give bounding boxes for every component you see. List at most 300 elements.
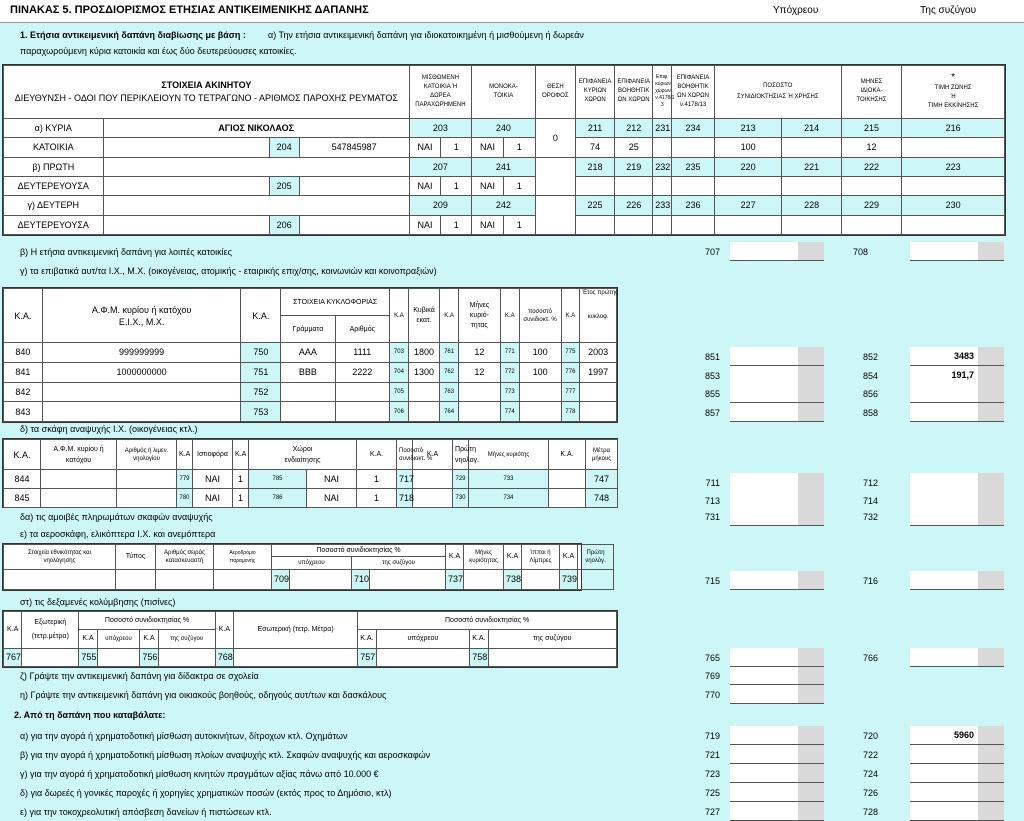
property-cell[interactable] [4, 118, 104, 137]
property-cell[interactable] [841, 176, 901, 195]
property-cell[interactable] [269, 176, 299, 195]
car-cell-num[interactable] [335, 362, 389, 382]
car-cell-ka2[interactable] [241, 382, 281, 402]
property-cell[interactable] [615, 118, 653, 137]
boat-cell[interactable] [469, 489, 549, 508]
line-e-text: ε) τα αεροσκάφη, ελικόπτερα Ι.Χ. και ανεμόπτερα [20, 529, 216, 539]
field-pool[interactable] [730, 648, 824, 667]
property-cell[interactable] [575, 215, 614, 234]
car-cell-mon[interactable] [459, 343, 501, 363]
cell-text: 738 [506, 574, 522, 585]
property-cell[interactable] [902, 138, 1005, 157]
car-cell-afm[interactable] [42, 362, 241, 382]
property-address[interactable]: ΑΓΙΟΣ ΝΙΚΟΛΑΟΣ [218, 123, 295, 134]
property-cell[interactable] [902, 215, 1005, 234]
field-boat-0-spouse[interactable] [910, 473, 1004, 492]
boat-cell[interactable] [453, 470, 469, 489]
field-sec2-1[interactable] [730, 745, 824, 764]
boat-cell[interactable] [453, 489, 469, 508]
boat-cell[interactable] [586, 470, 618, 489]
cell-text: ΝΑΙ [417, 181, 433, 192]
code-da: 731 [704, 512, 720, 522]
property-cell[interactable] [103, 176, 269, 195]
property-cell[interactable] [782, 196, 841, 215]
field-sec2-4[interactable] [730, 802, 824, 821]
field-da[interactable] [730, 507, 824, 526]
car-cell-ka4[interactable] [440, 382, 459, 402]
cell-text: Εσωτερική (τετρ. Μέτρα) [257, 626, 334, 634]
aircraft-pct-s-field[interactable] [370, 569, 446, 589]
car-cell-year[interactable] [580, 362, 617, 382]
field-car-3-spouse[interactable] [910, 403, 1004, 422]
property-cell[interactable] [409, 176, 441, 195]
cell-text: της συζύγου [382, 559, 415, 566]
cell-text: (τετρ.μέτρα) [31, 632, 69, 640]
property-cell[interactable] [714, 66, 841, 119]
property-cell[interactable] [615, 138, 653, 157]
car-cell-ka5[interactable] [500, 343, 519, 363]
car-cell-ka5[interactable] [500, 362, 519, 382]
boat-cell[interactable] [193, 489, 233, 508]
electricity-meter[interactable]: 547845987 [331, 142, 377, 153]
car-cell-ka6[interactable] [561, 382, 580, 402]
cell-text: 755 [81, 652, 97, 663]
boat-cell[interactable] [41, 489, 117, 508]
cell-text: Κ.Α [444, 312, 454, 319]
cell-text: 234 [685, 123, 701, 134]
cell-text: 730 [455, 495, 466, 501]
cell-text: συνιδιοκτ. % [399, 455, 433, 462]
cell-text: Α.Φ.Μ. κυρίου ή [53, 445, 104, 453]
property-cell[interactable] [782, 157, 841, 176]
property-cell[interactable] [269, 138, 299, 157]
cell-text: 1 [237, 474, 243, 484]
property-cell[interactable] [902, 176, 1005, 195]
property-cell[interactable] [472, 176, 504, 195]
boat-cell[interactable] [249, 489, 307, 508]
property-cell[interactable] [409, 138, 441, 157]
pool-header-pct [79, 612, 215, 630]
property-cell[interactable] [4, 138, 104, 157]
boat-cell[interactable] [233, 470, 249, 489]
property-cell[interactable] [103, 138, 269, 157]
property-cell[interactable] [615, 215, 653, 234]
car-cell-ka4[interactable] [440, 343, 459, 363]
aircraft-months-field[interactable] [464, 569, 504, 589]
property-cell[interactable] [441, 176, 472, 195]
property-cell[interactable] [4, 215, 104, 234]
cell-text: 242 [495, 200, 511, 211]
cell-text: ΜΙΣΘΩΜΕΝΗ [421, 74, 460, 81]
aircraft-type-field[interactable] [116, 569, 156, 589]
pool-int-field[interactable] [234, 648, 358, 666]
property-cell[interactable] [503, 138, 535, 157]
car-cell-ka[interactable] [4, 402, 43, 422]
aircraft-serial-field[interactable] [156, 569, 214, 589]
car-cell-afm[interactable] [42, 343, 241, 363]
code-boat-1: 713 [704, 496, 720, 506]
boat-cell[interactable] [233, 489, 249, 508]
field-sec2-0[interactable] [730, 726, 824, 745]
property-cell[interactable] [103, 215, 269, 234]
boat-cell[interactable] [307, 489, 357, 508]
property-cell[interactable] [782, 176, 841, 195]
cell-text: ΤΙΜΗ ΖΩΝΗΣ [934, 84, 972, 91]
property-cell[interactable] [841, 215, 901, 234]
cell-text: ΒΟΗΘΗΤΙΚ [677, 83, 709, 90]
property-cell[interactable] [841, 66, 901, 119]
property-cell[interactable] [409, 66, 471, 119]
car-cell-year[interactable] [580, 343, 617, 363]
car-cell-mon[interactable] [459, 362, 501, 382]
property-cell[interactable] [615, 66, 653, 119]
property-cell[interactable] [103, 118, 409, 137]
pool-s2-field[interactable] [488, 648, 616, 666]
field-car-3[interactable] [730, 403, 824, 422]
code-710 [352, 569, 370, 589]
cell-text: κατόχου [65, 456, 92, 464]
boat-cell[interactable] [549, 489, 586, 508]
field-770[interactable] [730, 685, 824, 704]
cell-text: κύριων [655, 81, 671, 88]
property-cell[interactable] [472, 196, 536, 215]
property-cell[interactable] [503, 176, 535, 195]
code-sec2-4: 727 [704, 807, 720, 817]
car-cell-num[interactable] [335, 343, 389, 363]
cell-text: Ή [950, 93, 956, 100]
car-cell-num[interactable] [335, 402, 389, 422]
property-cell[interactable] [299, 138, 409, 157]
property-cell[interactable] [672, 157, 714, 176]
cell-text: νηολόγησης [43, 557, 76, 564]
cell-text: της συζύγου [533, 635, 572, 643]
cell-text: ΚΑΤΟΙΚΙΑ [32, 142, 74, 153]
property-cell[interactable] [441, 215, 472, 234]
property-cell[interactable] [409, 196, 471, 215]
car-cell-ka2[interactable] [241, 343, 281, 363]
property-cell[interactable] [299, 176, 409, 195]
cell-text: ΕΠΙΦΑΝΕΙΑ [676, 74, 710, 81]
cell-text: 1 [237, 493, 243, 503]
pool-ext-field[interactable] [22, 648, 79, 666]
cell-text: 241 [495, 161, 511, 172]
aircraft-first-field[interactable] [578, 569, 614, 589]
code-756 [140, 648, 158, 666]
property-cell[interactable] [841, 138, 901, 157]
property-cell[interactable] [672, 118, 714, 137]
field-708[interactable] [910, 242, 1004, 261]
car-cell-num[interactable] [335, 382, 389, 402]
boat-cell[interactable] [413, 470, 453, 489]
boat-cell[interactable] [193, 470, 233, 489]
property-cell[interactable] [672, 138, 714, 157]
property-cell[interactable] [615, 157, 653, 176]
aircraft-header-ka [446, 545, 464, 570]
property-cell[interactable] [409, 157, 471, 176]
cell-text: 753 [253, 406, 269, 417]
property-cell[interactable] [575, 176, 614, 195]
cell-text: ΝΑΙ [480, 181, 496, 192]
field-sec2-2[interactable] [730, 764, 824, 783]
field-sec2-2-spouse[interactable] [910, 764, 1004, 783]
property-cell[interactable] [672, 196, 714, 215]
boat-cell[interactable] [357, 489, 397, 508]
car-cell-ka2[interactable] [241, 402, 281, 422]
property-cell[interactable] [653, 66, 675, 119]
boat-cell[interactable] [397, 489, 413, 508]
property-cell[interactable] [714, 176, 782, 195]
car-cell-letters[interactable] [281, 343, 335, 363]
property-cell[interactable] [615, 176, 653, 195]
property-cell[interactable] [4, 66, 410, 119]
boat-cell[interactable] [117, 470, 177, 489]
property-cell[interactable] [503, 215, 535, 234]
field-769[interactable] [730, 666, 824, 685]
property-cell[interactable] [653, 215, 672, 234]
field-air[interactable] [730, 571, 824, 590]
cell-text: Ποσοστό συνιδιοκτησίας % [445, 617, 530, 625]
car-cell-ka[interactable] [4, 343, 43, 363]
property-cell[interactable] [714, 196, 782, 215]
cell-text: 758 [472, 652, 488, 663]
boat-cell[interactable] [586, 489, 618, 508]
cell-text: νηολογ. [455, 456, 479, 464]
car-cell-year[interactable] [580, 382, 617, 402]
boat-cell[interactable] [177, 470, 193, 489]
car-cell-ka4[interactable] [440, 402, 459, 422]
car-cell-pct[interactable] [519, 402, 561, 422]
aircraft-header-hp [522, 545, 560, 570]
car-cell-mon[interactable] [459, 382, 501, 402]
car-cell-ka6[interactable] [561, 402, 580, 422]
car-cell-ka5[interactable] [500, 382, 519, 402]
code-708: 708 [852, 247, 868, 257]
car-cell-cc[interactable] [408, 362, 439, 382]
property-cell[interactable] [409, 118, 471, 137]
property-cell[interactable] [902, 196, 1005, 215]
car-cell-letters[interactable] [281, 402, 335, 422]
field-car-2[interactable] [730, 384, 824, 403]
cell-text: 729 [455, 476, 466, 482]
property-cell[interactable] [653, 176, 672, 195]
aircraft-airport-field[interactable] [214, 569, 272, 589]
property-cell[interactable] [535, 157, 575, 196]
property-cell[interactable] [575, 138, 614, 157]
boat-cell[interactable] [4, 470, 41, 489]
field-sec2-3-spouse[interactable] [910, 783, 1004, 802]
property-cell[interactable] [535, 118, 575, 157]
aircraft-pct-u-field[interactable] [290, 569, 352, 589]
property-cell[interactable] [575, 157, 614, 176]
property-cell[interactable] [714, 215, 782, 234]
field-car-0-spouse[interactable]: 3483 [910, 347, 1004, 366]
field-car-0[interactable] [730, 347, 824, 366]
property-cell[interactable] [103, 196, 409, 215]
pool-s-field[interactable] [158, 648, 215, 666]
pool-header-ka5 [358, 630, 376, 648]
aircraft-hp-field[interactable] [522, 569, 560, 589]
car-cell-ka3[interactable] [389, 402, 408, 422]
boat-cell[interactable] [397, 470, 413, 489]
boat-cell[interactable] [357, 470, 397, 489]
pool-u-field[interactable] [97, 648, 140, 666]
cell-text: Κ.Α. [560, 451, 574, 458]
field-sec2-3[interactable] [730, 783, 824, 802]
property-cell[interactable] [653, 118, 672, 137]
cell-text: 845 [14, 493, 30, 503]
pool-u2-field[interactable] [376, 648, 470, 666]
cell-text: Ιστιοφόρα [197, 451, 228, 458]
property-cell[interactable] [575, 66, 614, 119]
field-car-1[interactable] [730, 366, 824, 385]
property-cell[interactable] [575, 196, 614, 215]
field-air-spouse[interactable] [910, 571, 1004, 590]
car-cell-ka3[interactable] [389, 382, 408, 402]
field-boat-0[interactable] [730, 473, 824, 492]
boat-cell[interactable] [4, 489, 41, 508]
property-cell[interactable] [4, 157, 104, 176]
cell-text: ν.4178/1 [655, 95, 675, 102]
field-707[interactable] [730, 242, 824, 261]
car-cell-ka4[interactable] [440, 362, 459, 382]
boats-header-cell [469, 440, 549, 470]
car-cell-afm[interactable] [42, 402, 241, 422]
property-cell[interactable] [714, 118, 782, 137]
code-air-spouse: 716 [862, 576, 878, 586]
car-cell-pct[interactable] [519, 343, 561, 363]
cell-text: Μήνες [469, 301, 490, 309]
boat-cell[interactable] [549, 470, 586, 489]
car-cell-year[interactable] [580, 402, 617, 422]
property-cell[interactable] [714, 138, 782, 157]
field-car-1-spouse[interactable]: 191,7 [910, 366, 1004, 385]
car-cell-cc[interactable] [408, 382, 439, 402]
property-cell[interactable] [841, 157, 901, 176]
car-cell-pct[interactable] [519, 382, 561, 402]
boat-cell[interactable] [413, 489, 453, 508]
cell-text: 750 [253, 347, 269, 358]
property-cell[interactable] [714, 157, 782, 176]
cars-header-cell [4, 289, 43, 343]
field-car-2-spouse[interactable] [910, 384, 1004, 403]
property-cell[interactable] [841, 118, 901, 137]
boat-cell[interactable] [249, 470, 307, 489]
cell-text: Κ.Α. [360, 635, 374, 643]
aircraft-reg-field[interactable] [4, 569, 116, 589]
car-cell-pct[interactable] [519, 362, 561, 382]
property-cell[interactable] [672, 176, 714, 195]
car-cell-cc[interactable] [408, 402, 439, 422]
car-cell-ka6[interactable] [561, 362, 580, 382]
cell-text: 236 [685, 200, 701, 211]
property-cell[interactable] [299, 215, 409, 234]
property-cell[interactable] [782, 118, 841, 137]
car-cell-ka3[interactable] [389, 343, 408, 363]
property-cell[interactable] [103, 157, 409, 176]
aircraft-header-type [116, 545, 156, 570]
field-sec2-4-spouse[interactable] [910, 802, 1004, 821]
cell-text: ΣΥΝΙΔΙΟΚΤΗΣΙΑΣ Ή ΧΡΗΣΗΣ [736, 93, 819, 100]
property-cell[interactable] [575, 118, 614, 137]
car-cell-ka[interactable] [4, 362, 43, 382]
car-cell-afm[interactable] [42, 382, 241, 402]
car-cell-ka2[interactable] [241, 362, 281, 382]
property-cell[interactable] [472, 66, 536, 119]
property-cell[interactable] [902, 118, 1005, 137]
property-cell[interactable] [782, 215, 841, 234]
property-cell[interactable] [615, 196, 653, 215]
property-cell[interactable] [902, 157, 1005, 176]
property-cell[interactable] [441, 138, 472, 157]
car-cell-letters[interactable] [281, 362, 335, 382]
section2-item: ε) για την τοκοχρεολυτική απόσβεση δανείων ή πιστώσεων κτλ. [20, 807, 272, 817]
code-air: 715 [704, 576, 720, 586]
car-cell-ka3[interactable] [389, 362, 408, 382]
car-cell-ka5[interactable] [500, 402, 519, 422]
car-cell-ka[interactable] [4, 382, 43, 402]
car-cell-letters[interactable] [281, 382, 335, 402]
property-cell[interactable] [653, 196, 672, 215]
code-sec2-0-spouse: 720 [862, 731, 878, 741]
property-cell[interactable] [672, 215, 714, 234]
cell-text: 842 [15, 386, 31, 397]
car-cell-ka6[interactable] [561, 343, 580, 363]
boat-cell[interactable] [307, 470, 357, 489]
cell-text: Πρώτη [586, 549, 605, 556]
cell-text: 717 [399, 474, 415, 484]
property-cell[interactable] [782, 138, 841, 157]
cell-text: ΑΑΑ [298, 347, 317, 358]
field-sec2-1-spouse[interactable] [910, 745, 1004, 764]
spouse-column-label: Της συζύγου [920, 5, 977, 16]
cell-text: 233 [655, 200, 671, 211]
car-cell-cc[interactable] [408, 343, 439, 363]
property-cell[interactable] [4, 176, 104, 195]
cell-text: 843 [15, 406, 31, 417]
boat-cell[interactable] [41, 470, 117, 489]
cell-text: κυριό- [469, 311, 489, 319]
cell-text: παραμονής [229, 557, 256, 564]
field-da-spouse[interactable] [910, 507, 1004, 526]
property-cell[interactable] [472, 138, 504, 157]
property-cell[interactable] [672, 66, 714, 119]
pool-header-s [158, 630, 215, 648]
boat-cell[interactable] [177, 489, 193, 508]
field-pool-spouse[interactable] [910, 648, 1004, 667]
property-cell[interactable] [535, 66, 575, 119]
car-cell-mon[interactable] [459, 402, 501, 422]
property-cell[interactable] [472, 215, 504, 234]
property-cell[interactable] [472, 118, 536, 137]
property-cell[interactable] [653, 157, 672, 176]
boat-cell[interactable] [469, 470, 549, 489]
property-cell[interactable] [409, 215, 441, 234]
cell-text: κυκλοφ. [587, 314, 609, 320]
field-sec2-0-spouse[interactable]: 5960 [910, 726, 1004, 745]
aircraft-header-first [578, 545, 614, 570]
property-cell[interactable] [4, 196, 104, 215]
boat-cell[interactable] [117, 489, 177, 508]
property-cell[interactable] [269, 215, 299, 234]
property-cell[interactable] [902, 66, 1005, 119]
cell-text: 219 [626, 161, 642, 172]
cell-text: ΤΙΜΗ ΕΚΚΙΝΗΣΗΣ [927, 102, 979, 109]
property-cell[interactable] [653, 138, 672, 157]
property-cell[interactable] [472, 157, 536, 176]
cell-text: 12 [866, 142, 877, 153]
property-cell[interactable] [841, 196, 901, 215]
property-cell[interactable] [535, 196, 575, 235]
